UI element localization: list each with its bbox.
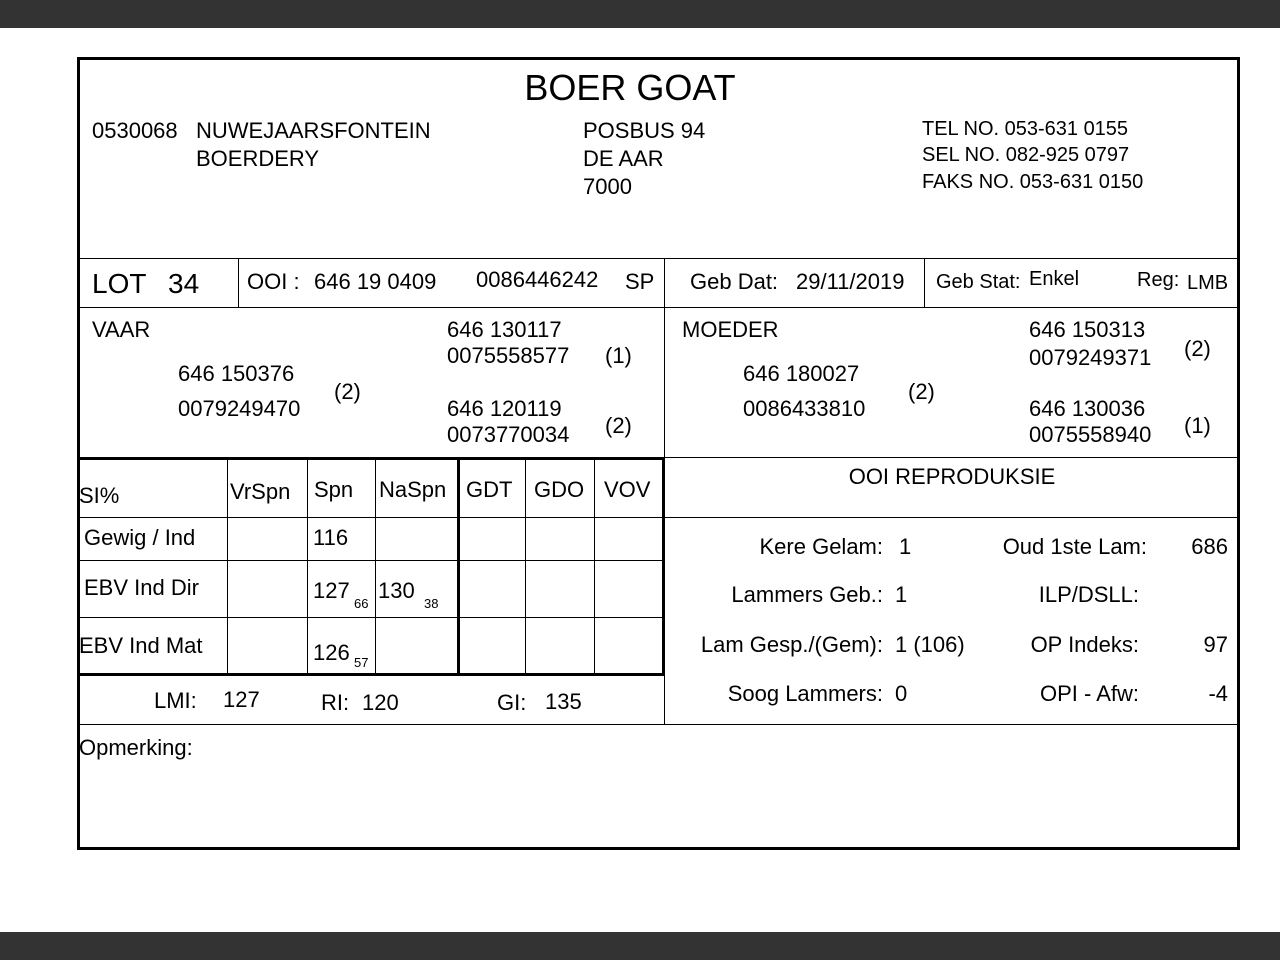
ooi-reg-no: 0086446242 xyxy=(476,267,599,292)
table-col xyxy=(594,458,595,675)
table-line xyxy=(77,560,665,561)
table-bottom xyxy=(77,673,665,676)
moeder-id: 646 180027 xyxy=(743,361,860,386)
faks-number: FAKS NO. 053-631 0150 xyxy=(922,171,1144,193)
vaar-reg-no: 0079249470 xyxy=(178,396,301,421)
divider xyxy=(77,724,1240,725)
row-naspn-sub: 38 xyxy=(424,596,439,611)
header-si: SI% xyxy=(79,483,120,508)
reg-label: Reg: xyxy=(1137,269,1180,291)
gi-label: GI: xyxy=(497,690,527,715)
sel-number: SEL NO. 082-925 0797 xyxy=(922,144,1130,166)
row-spn: 116 xyxy=(313,525,349,550)
row-spn: 126 xyxy=(313,640,350,665)
geb-dat-value: 29/11/2019 xyxy=(796,269,905,294)
vaar-mark: (2) xyxy=(334,379,361,404)
row-spn-sub: 57 xyxy=(354,655,369,670)
row-naspn: 130 xyxy=(378,578,415,603)
moeder-sire-id: 646 150313 xyxy=(1029,317,1146,342)
kere-gelam-label: Kere Gelam: xyxy=(759,534,883,559)
opi-afw-label: OPI - Afw: xyxy=(1039,681,1139,706)
table-col xyxy=(227,458,228,675)
vaar-dam-id: 646 120119 xyxy=(447,396,562,421)
geb-dat-label: Geb Dat: xyxy=(690,269,779,294)
divider xyxy=(77,258,1240,259)
address-line-1: POSBUS 94 xyxy=(583,118,706,143)
vaar-label: VAAR xyxy=(92,317,151,342)
divider xyxy=(924,258,925,308)
vaar-dam-mark: (2) xyxy=(605,413,632,438)
soog-lammers-value: 0 xyxy=(895,681,908,706)
breeder-name-1: NUWEJAARSFONTEIN xyxy=(196,118,431,143)
row-label: Gewig / Ind xyxy=(84,525,196,550)
reg-value: LMB xyxy=(1187,272,1229,294)
ooi-label: OOI : xyxy=(247,269,300,294)
header-vrspn: VrSpn xyxy=(230,479,291,504)
kere-gelam-value: 1 xyxy=(899,534,912,559)
divider xyxy=(77,307,1240,308)
ooi-suffix: SP xyxy=(625,269,655,294)
moeder-reg-no: 0086433810 xyxy=(743,396,866,421)
moeder-label: MOEDER xyxy=(682,317,779,342)
op-indeks-value: 97 xyxy=(1203,632,1228,657)
geb-stat-value: Enkel xyxy=(1029,268,1080,290)
table-line xyxy=(77,617,665,618)
op-indeks-label: OP Indeks: xyxy=(1030,632,1139,657)
vaar-sire-reg-no: 0075558577 xyxy=(447,343,570,368)
ri-value: 120 xyxy=(362,690,399,715)
lmi-value: 127 xyxy=(223,687,260,712)
lam-gesp-value: 1 (106) xyxy=(895,632,965,657)
vaar-sire-id: 646 130117 xyxy=(447,317,562,342)
oud-lam-label: Oud 1ste Lam: xyxy=(1002,534,1147,559)
frame-bottom xyxy=(77,847,1240,850)
header-vov: VOV xyxy=(604,477,651,502)
address-line-3: 7000 xyxy=(583,174,632,199)
divider xyxy=(238,258,239,308)
moeder-sire-mark: (2) xyxy=(1184,336,1211,361)
table-line xyxy=(77,517,665,518)
table-col-bold xyxy=(457,458,460,675)
vaar-id: 646 150376 xyxy=(178,361,295,386)
row-label: EBV Ind Dir xyxy=(84,575,199,600)
moeder-sire-reg-no: 0079249371 xyxy=(1029,345,1152,370)
moeder-dam-id: 646 130036 xyxy=(1029,396,1146,421)
lmi-label: LMI: xyxy=(154,688,197,713)
ooi-id: 646 19 0409 xyxy=(314,269,437,294)
breeder-name-2: BOERDERY xyxy=(196,146,320,171)
frame-right xyxy=(1237,57,1240,850)
table-col xyxy=(307,458,308,675)
vaar-dam-reg-no: 0073770034 xyxy=(447,422,570,447)
soog-lammers-label: Soog Lammers: xyxy=(727,681,883,706)
moeder-dam-reg-no: 0075558940 xyxy=(1029,422,1152,447)
reproduction-title: OOI REPRODUKSIE xyxy=(848,464,1056,489)
moeder-dam-mark: (1) xyxy=(1184,413,1211,438)
ri-label: RI: xyxy=(321,690,350,715)
frame-top xyxy=(77,57,1240,60)
geb-stat-label: Geb Stat: xyxy=(936,271,1021,293)
top-bar xyxy=(0,0,1280,28)
lot-number: 34 xyxy=(168,268,200,299)
oud-lam-value: 686 xyxy=(1191,534,1228,559)
row-spn: 127 xyxy=(313,578,350,603)
lammers-geb-label: Lammers Geb.: xyxy=(731,582,883,607)
row-label: EBV Ind Mat xyxy=(79,633,203,658)
header-spn: Spn xyxy=(314,477,354,502)
gi-value: 135 xyxy=(545,689,582,714)
row-spn-sub: 66 xyxy=(354,596,369,611)
frame-left xyxy=(77,57,80,850)
bottom-bar xyxy=(0,932,1280,960)
tel-number: TEL NO. 053-631 0155 xyxy=(922,118,1129,140)
table-col xyxy=(375,458,376,675)
address-line-2: DE AAR xyxy=(583,146,664,171)
table-top xyxy=(77,457,665,460)
ilp-label: ILP/DSLL: xyxy=(1038,582,1139,607)
header-gdo: GDO xyxy=(534,477,585,502)
breeder-code: 0530068 xyxy=(92,118,178,143)
table-col xyxy=(525,458,526,675)
card-title: BOER GOAT xyxy=(524,67,736,108)
moeder-mark: (2) xyxy=(908,379,935,404)
vaar-sire-mark: (1) xyxy=(605,343,632,368)
opi-afw-value: -4 xyxy=(1208,681,1228,706)
header-naspn: NaSpn xyxy=(379,477,447,502)
lammers-geb-value: 1 xyxy=(895,582,908,607)
opmerking-label: Opmerking: xyxy=(79,735,193,760)
lot-label: LOT xyxy=(92,268,147,299)
lam-gesp-label: Lam Gesp./(Gem): xyxy=(700,632,883,657)
header-gdt: GDT xyxy=(466,477,513,502)
divider xyxy=(664,517,1240,518)
